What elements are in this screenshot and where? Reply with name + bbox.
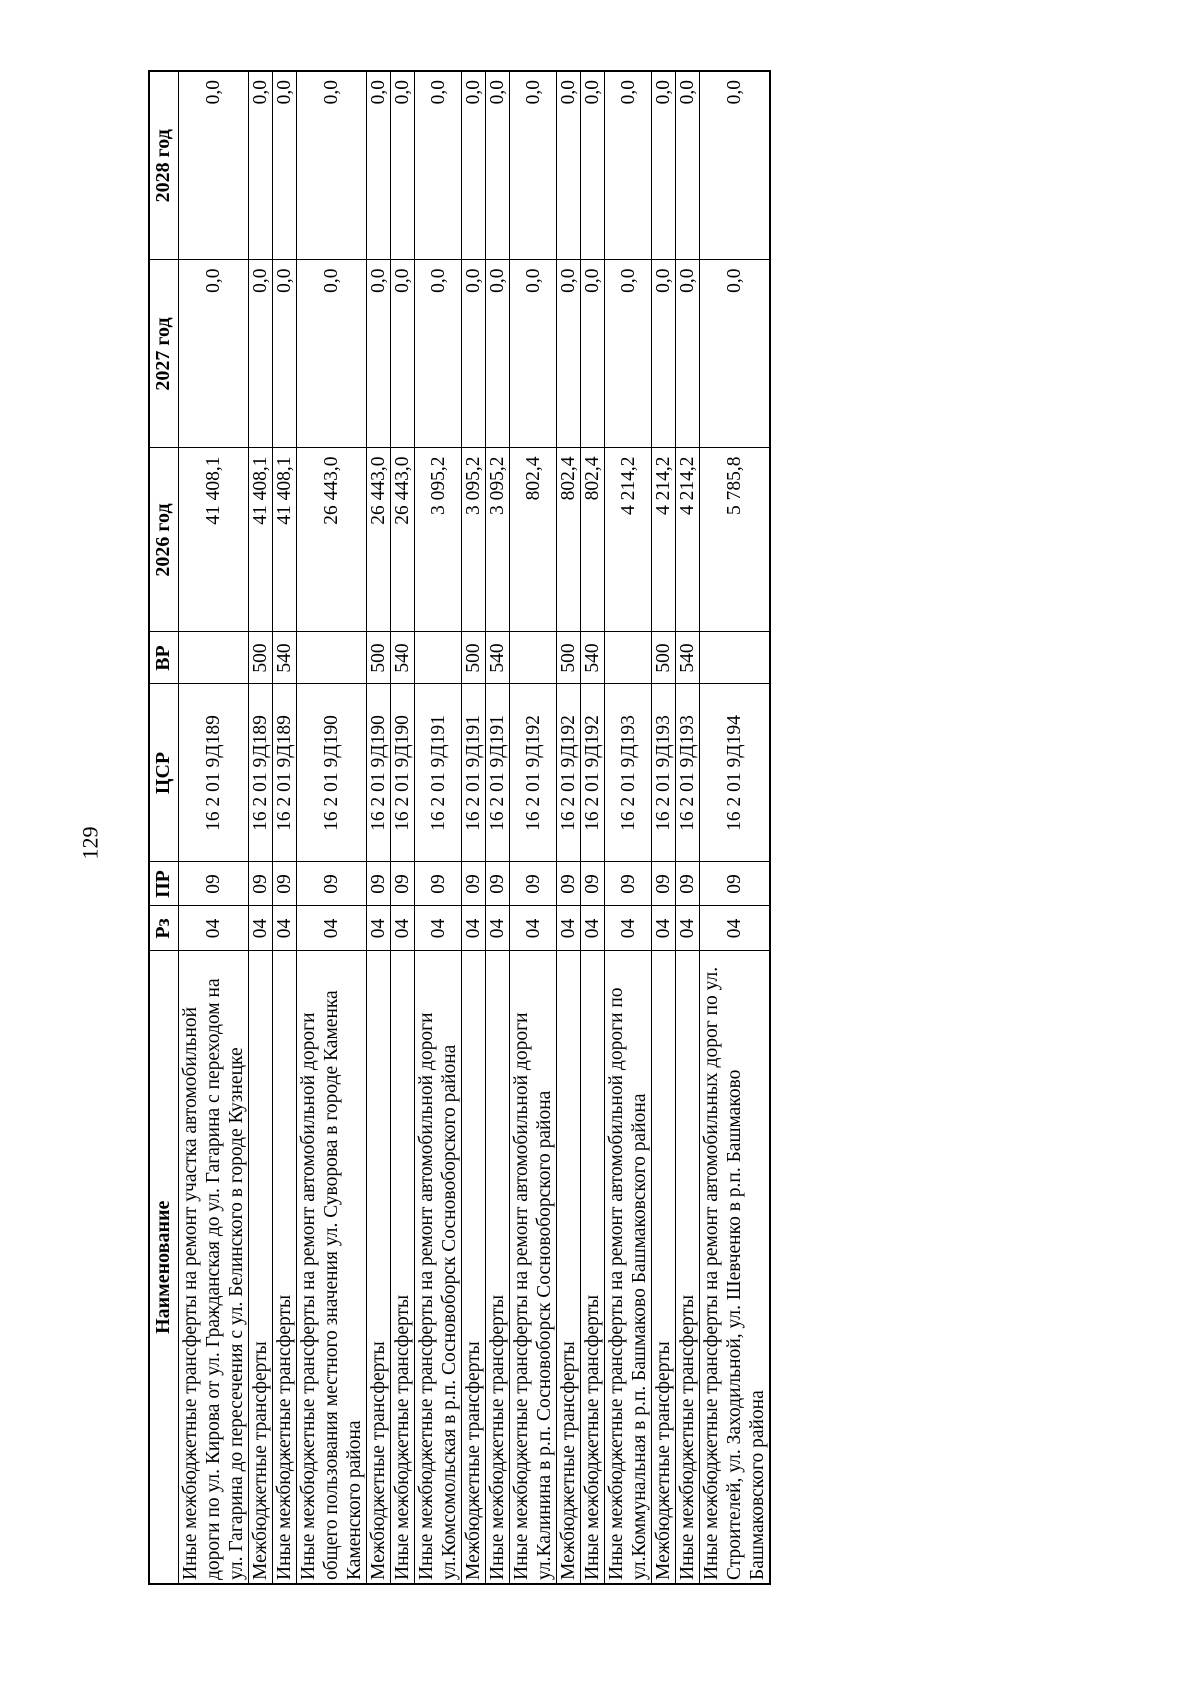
table-row: [179, 71, 249, 1584]
cell-vr: 500: [557, 632, 581, 684]
cell-rz: 04: [676, 906, 700, 951]
cell-2028: 0,0: [700, 71, 771, 260]
cell-rz: 04: [581, 906, 605, 951]
table-row: [557, 71, 581, 1584]
cell-2027: 0,0: [179, 260, 249, 448]
table-row: [249, 71, 273, 1584]
header-row: [149, 71, 179, 1584]
cell-csr: 16 2 01 9Д191: [462, 684, 486, 862]
cell-rz: 04: [297, 906, 367, 951]
header-vr: ВР: [149, 632, 179, 684]
cell-name: Иные межбюджетные трансферты: [391, 951, 415, 1584]
table-row: [367, 71, 391, 1584]
cell-name: Иные межбюджетные трансферты: [273, 951, 297, 1584]
cell-csr: 16 2 01 9Д192: [510, 684, 557, 862]
cell-csr: 16 2 01 9Д194: [700, 684, 771, 862]
cell-2027: 0,0: [415, 260, 462, 448]
cell-rz: 04: [652, 906, 676, 951]
table-row: [462, 71, 486, 1584]
cell-2026: 26 443,0: [367, 448, 391, 632]
cell-rz: 04: [367, 906, 391, 951]
cell-2026: 3 095,2: [462, 448, 486, 632]
cell-name: Иные межбюджетные трансферты на ремонт автомобильной дороги ул.Комсомольская в р.п. Сосновоборск Сосновоборского района: [415, 951, 462, 1584]
cell-pr: 09: [367, 862, 391, 906]
cell-rz: 04: [179, 906, 249, 951]
cell-2028: 0,0: [486, 71, 510, 260]
table-row: [581, 71, 605, 1584]
cell-name: Иные межбюджетные трансферты на ремонт автомобильной дороги общего пользования местного значения ул. Суворова в городе Каменка Каменского района: [297, 951, 367, 1584]
cell-csr: 16 2 01 9Д190: [391, 684, 415, 862]
cell-csr: 16 2 01 9Д189: [179, 684, 249, 862]
cell-rz: 04: [700, 906, 771, 951]
cell-vr: [700, 632, 771, 684]
cell-2026: 802,4: [581, 448, 605, 632]
cell-2027: 0,0: [391, 260, 415, 448]
cell-vr: 540: [391, 632, 415, 684]
cell-name: Иные межбюджетные трансферты: [581, 951, 605, 1584]
cell-2028: 0,0: [415, 71, 462, 260]
cell-vr: [415, 632, 462, 684]
cell-2027: 0,0: [510, 260, 557, 448]
cell-vr: 500: [462, 632, 486, 684]
cell-csr: 16 2 01 9Д191: [415, 684, 462, 862]
cell-name: Иные межбюджетные трансферты на ремонт автомобильной дороги ул.Калинина в р.п. Сосновоборск Сосновоборского района: [510, 951, 557, 1584]
cell-2026: 3 095,2: [486, 448, 510, 632]
cell-vr: [297, 632, 367, 684]
cell-2027: 0,0: [367, 260, 391, 448]
cell-2026: 5 785,8: [700, 448, 771, 632]
cell-2028: 0,0: [273, 71, 297, 260]
cell-csr: 16 2 01 9Д193: [605, 684, 652, 862]
cell-vr: [605, 632, 652, 684]
cell-2027: 0,0: [676, 260, 700, 448]
cell-vr: 500: [367, 632, 391, 684]
cell-2028: 0,0: [367, 71, 391, 260]
cell-pr: 09: [297, 862, 367, 906]
cell-name: Иные межбюджетные трансферты на ремонт автомобильной дороги по ул.Коммунальная в р.п. Башмаково Башмаковского района: [605, 951, 652, 1584]
cell-name: Иные межбюджетные трансферты на ремонт участка автомобильной дороги по ул. Кирова от ул. Гражданская до ул. Гагарина с переходом на ул. Гагарина до пересечения с ул. Белинского в городе Кузнецке: [179, 951, 249, 1584]
cell-2026: 3 095,2: [415, 448, 462, 632]
table-row: [297, 71, 367, 1584]
cell-2028: 0,0: [391, 71, 415, 260]
cell-2027: 0,0: [605, 260, 652, 448]
cell-2028: 0,0: [581, 71, 605, 260]
cell-pr: 09: [249, 862, 273, 906]
cell-2026: 4 214,2: [605, 448, 652, 632]
cell-2026: 4 214,2: [652, 448, 676, 632]
cell-name: Иные межбюджетные трансферты: [486, 951, 510, 1584]
cell-pr: 09: [273, 862, 297, 906]
cell-2028: 0,0: [297, 71, 367, 260]
header-csr: ЦСР: [149, 684, 179, 862]
cell-pr: 09: [605, 862, 652, 906]
cell-2026: 4 214,2: [676, 448, 700, 632]
table-row: [652, 71, 676, 1584]
cell-2027: 0,0: [652, 260, 676, 448]
cell-name: Межбюджетные трансферты: [557, 951, 581, 1584]
cell-rz: 04: [510, 906, 557, 951]
cell-pr: 09: [581, 862, 605, 906]
cell-vr: 500: [652, 632, 676, 684]
cell-vr: 540: [273, 632, 297, 684]
table-row: [391, 71, 415, 1584]
cell-2027: 0,0: [273, 260, 297, 448]
cell-name: Межбюджетные трансферты: [367, 951, 391, 1584]
cell-pr: 09: [462, 862, 486, 906]
cell-2027: 0,0: [297, 260, 367, 448]
cell-csr: 16 2 01 9Д189: [249, 684, 273, 862]
cell-vr: 540: [486, 632, 510, 684]
cell-csr: 16 2 01 9Д193: [676, 684, 700, 862]
cell-vr: 540: [581, 632, 605, 684]
page-number: 129: [77, 826, 103, 860]
cell-name: Межбюджетные трансферты: [249, 951, 273, 1584]
cell-rz: 04: [605, 906, 652, 951]
cell-2026: 41 408,1: [273, 448, 297, 632]
cell-2027: 0,0: [249, 260, 273, 448]
cell-2028: 0,0: [676, 71, 700, 260]
cell-rz: 04: [415, 906, 462, 951]
table-row: [605, 71, 652, 1584]
header-name: Наименование: [149, 951, 179, 1584]
cell-2028: 0,0: [557, 71, 581, 260]
cell-csr: 16 2 01 9Д193: [652, 684, 676, 862]
rotated-table-container: [148, 72, 1060, 1585]
table-row: [415, 71, 462, 1584]
cell-pr: 09: [415, 862, 462, 906]
table-row: [273, 71, 297, 1584]
header-rz: Рз: [149, 906, 179, 951]
table-row: [676, 71, 700, 1584]
header-2027: 2027 год: [149, 260, 179, 448]
cell-2026: 41 408,1: [249, 448, 273, 632]
cell-csr: 16 2 01 9Д192: [557, 684, 581, 862]
cell-2028: 0,0: [179, 71, 249, 260]
cell-rz: 04: [486, 906, 510, 951]
table-row: [486, 71, 510, 1584]
cell-2027: 0,0: [486, 260, 510, 448]
cell-rz: 04: [273, 906, 297, 951]
cell-2028: 0,0: [249, 71, 273, 260]
cell-pr: 09: [486, 862, 510, 906]
table-row: [510, 71, 557, 1584]
cell-2026: 802,4: [510, 448, 557, 632]
cell-pr: 09: [391, 862, 415, 906]
cell-2028: 0,0: [605, 71, 652, 260]
cell-csr: 16 2 01 9Д190: [367, 684, 391, 862]
cell-2027: 0,0: [557, 260, 581, 448]
budget-table: [148, 70, 771, 1585]
cell-rz: 04: [462, 906, 486, 951]
cell-2028: 0,0: [510, 71, 557, 260]
header-2028: 2028 год: [149, 71, 179, 260]
cell-vr: [510, 632, 557, 684]
cell-vr: [179, 632, 249, 684]
cell-2028: 0,0: [652, 71, 676, 260]
cell-name: Межбюджетные трансферты: [462, 951, 486, 1584]
cell-pr: 09: [557, 862, 581, 906]
header-2026: 2026 год: [149, 448, 179, 632]
cell-name: Межбюджетные трансферты: [652, 951, 676, 1584]
cell-csr: 16 2 01 9Д192: [581, 684, 605, 862]
cell-2028: 0,0: [462, 71, 486, 260]
cell-2027: 0,0: [462, 260, 486, 448]
cell-2026: 41 408,1: [179, 448, 249, 632]
table-row: [700, 71, 771, 1584]
cell-pr: 09: [652, 862, 676, 906]
cell-2027: 0,0: [581, 260, 605, 448]
cell-2026: 26 443,0: [391, 448, 415, 632]
cell-name: Иные межбюджетные трансферты на ремонт автомобильных дорог по ул. Строителей, ул. Заходильной, ул. Шевченко в р.п. Башмаково Башмаковского района: [700, 951, 771, 1584]
cell-name: Иные межбюджетные трансферты: [676, 951, 700, 1584]
cell-2026: 26 443,0: [297, 448, 367, 632]
cell-2026: 802,4: [557, 448, 581, 632]
cell-vr: 500: [249, 632, 273, 684]
cell-csr: 16 2 01 9Д189: [273, 684, 297, 862]
cell-pr: 09: [676, 862, 700, 906]
cell-pr: 09: [510, 862, 557, 906]
cell-rz: 04: [557, 906, 581, 951]
table-body: [179, 71, 771, 1584]
cell-rz: 04: [249, 906, 273, 951]
cell-2027: 0,0: [700, 260, 771, 448]
header-pr: ПР: [149, 862, 179, 906]
cell-rz: 04: [391, 906, 415, 951]
cell-pr: 09: [700, 862, 771, 906]
cell-pr: 09: [179, 862, 249, 906]
cell-csr: 16 2 01 9Д191: [486, 684, 510, 862]
cell-csr: 16 2 01 9Д190: [297, 684, 367, 862]
cell-vr: 540: [676, 632, 700, 684]
